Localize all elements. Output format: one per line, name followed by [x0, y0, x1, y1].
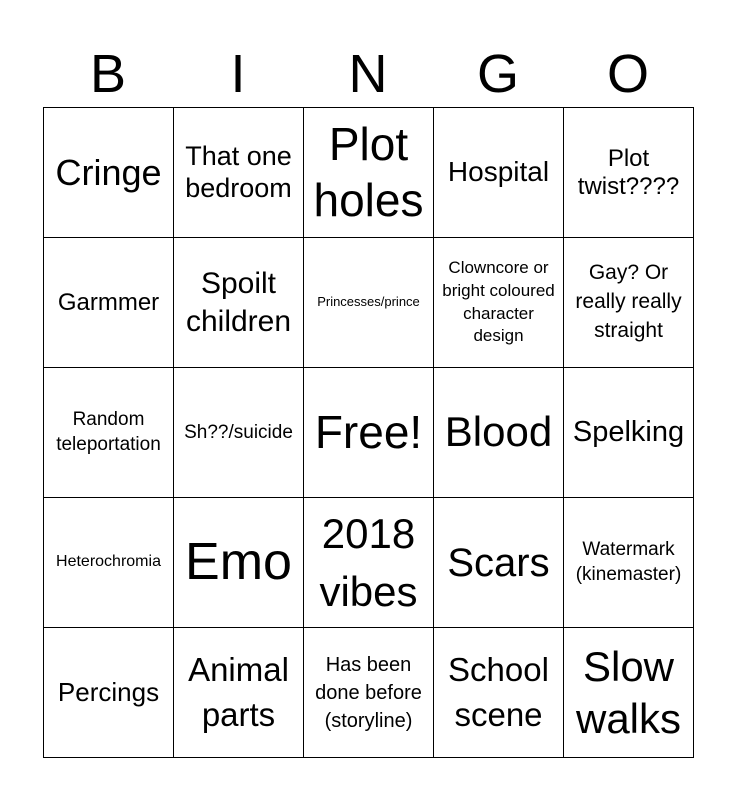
bingo-cell[interactable]: Plot holes [304, 108, 434, 238]
bingo-cell[interactable]: Heterochromia [44, 498, 174, 628]
bingo-cell[interactable]: Random teleportation [44, 368, 174, 498]
bingo-cell[interactable]: Clowncore or bright coloured character design [434, 238, 564, 368]
bingo-cell[interactable]: 2018 vibes [304, 498, 434, 628]
bingo-cell[interactable]: That one bedroom [174, 108, 304, 238]
bingo-cell[interactable]: Sh??/suicide [174, 368, 304, 498]
bingo-cell[interactable]: Spelking [564, 368, 694, 498]
bingo-cell[interactable]: Animal parts [174, 628, 304, 758]
bingo-cell[interactable]: Hospital [434, 108, 564, 238]
header-letter-i: I [230, 44, 246, 104]
grid-row [44, 498, 694, 628]
bingo-cell[interactable]: Free! [304, 368, 434, 498]
grid-row [44, 238, 694, 368]
grid-row [44, 628, 694, 758]
header-letter-n: N [348, 44, 388, 104]
bingo-grid [43, 107, 694, 758]
bingo-cell[interactable]: Percings [44, 628, 174, 758]
bingo-cell[interactable]: Emo [174, 498, 304, 628]
bingo-cell[interactable]: Scars [434, 498, 564, 628]
grid-row [44, 368, 694, 498]
bingo-cell[interactable]: Princesses/prince [304, 238, 434, 368]
bingo-cell[interactable]: Slow walks [564, 628, 694, 758]
bingo-cell[interactable]: Blood [434, 368, 564, 498]
bingo-cell[interactable]: Plot twist???? [564, 108, 694, 238]
header-letter-o: O [606, 44, 649, 104]
bingo-header [43, 42, 693, 106]
bingo-cell[interactable]: Garmmer [44, 238, 174, 368]
bingo-cell[interactable]: Spoilt children [174, 238, 304, 368]
header-letter-g: G [476, 44, 519, 104]
bingo-cell[interactable]: School scene [434, 628, 564, 758]
bingo-cell[interactable]: Has been done before (storyline) [304, 628, 434, 758]
header-letter-b: B [89, 44, 127, 104]
bingo-cell[interactable]: Cringe [44, 108, 174, 238]
bingo-cell[interactable]: Watermark (kinemaster) [564, 498, 694, 628]
grid-row [44, 108, 694, 238]
bingo-cell[interactable]: Gay? Or really really straight [564, 238, 694, 368]
